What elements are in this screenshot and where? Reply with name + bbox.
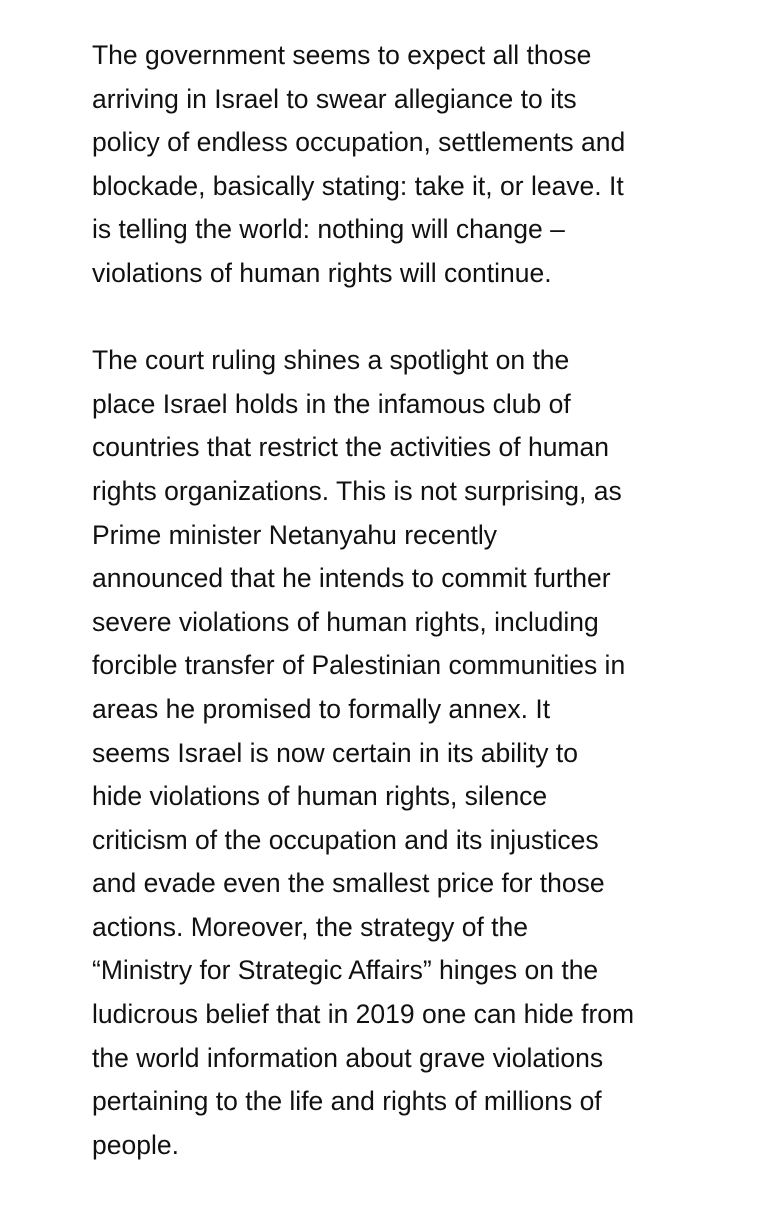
text-line: the world information about grave violations xyxy=(92,1042,604,1073)
paragraph-1 xyxy=(92,34,692,296)
text-line: actions. Moreover, the strategy of the xyxy=(92,911,529,942)
text-line: The court ruling shines a spotlight on the xyxy=(92,345,570,376)
text-line: place Israel holds in the infamous club of xyxy=(92,388,571,419)
text-line: Prime minister Netanyahu recently xyxy=(92,519,498,550)
text-line: arriving in Israel to swear allegiance to its xyxy=(92,83,577,114)
text-line: pertaining to the life and rights of millions of xyxy=(92,1086,602,1117)
text-line: severe violations of human rights, including xyxy=(92,606,599,637)
text-line: violations of human rights will continue. xyxy=(92,257,552,288)
text-line: rights organizations. This is not surprising, as xyxy=(92,475,622,506)
text-line: policy of endless occupation, settlements and xyxy=(92,127,626,158)
text-line: is telling the world: nothing will change – xyxy=(92,214,565,245)
text-line: “Ministry for Strategic Affairs” hinges on the xyxy=(92,955,599,986)
paragraph-2 xyxy=(92,339,692,1167)
text-line: The government seems to expect all those xyxy=(92,40,592,70)
text-line: hide violations of human rights, silence xyxy=(92,781,548,812)
text-line: criticism of the occupation and its injustices xyxy=(92,824,599,855)
text-line: people. xyxy=(92,1129,179,1160)
text-line: announced that he intends to commit further xyxy=(92,563,611,594)
article-body xyxy=(92,34,692,1211)
text-line: ludicrous belief that in 2019 one can hide from xyxy=(92,999,635,1030)
text-line: seems Israel is now certain in its ability to xyxy=(92,737,579,768)
text-line: countries that restrict the activities of human xyxy=(92,432,609,463)
text-line: areas he promised to formally annex. It xyxy=(92,693,551,724)
text-line: blockade, basically stating: take it, or leave. It xyxy=(92,170,624,201)
text-line: and evade even the smallest price for those xyxy=(92,868,605,899)
text-line: forcible transfer of Palestinian communities in xyxy=(92,650,626,681)
